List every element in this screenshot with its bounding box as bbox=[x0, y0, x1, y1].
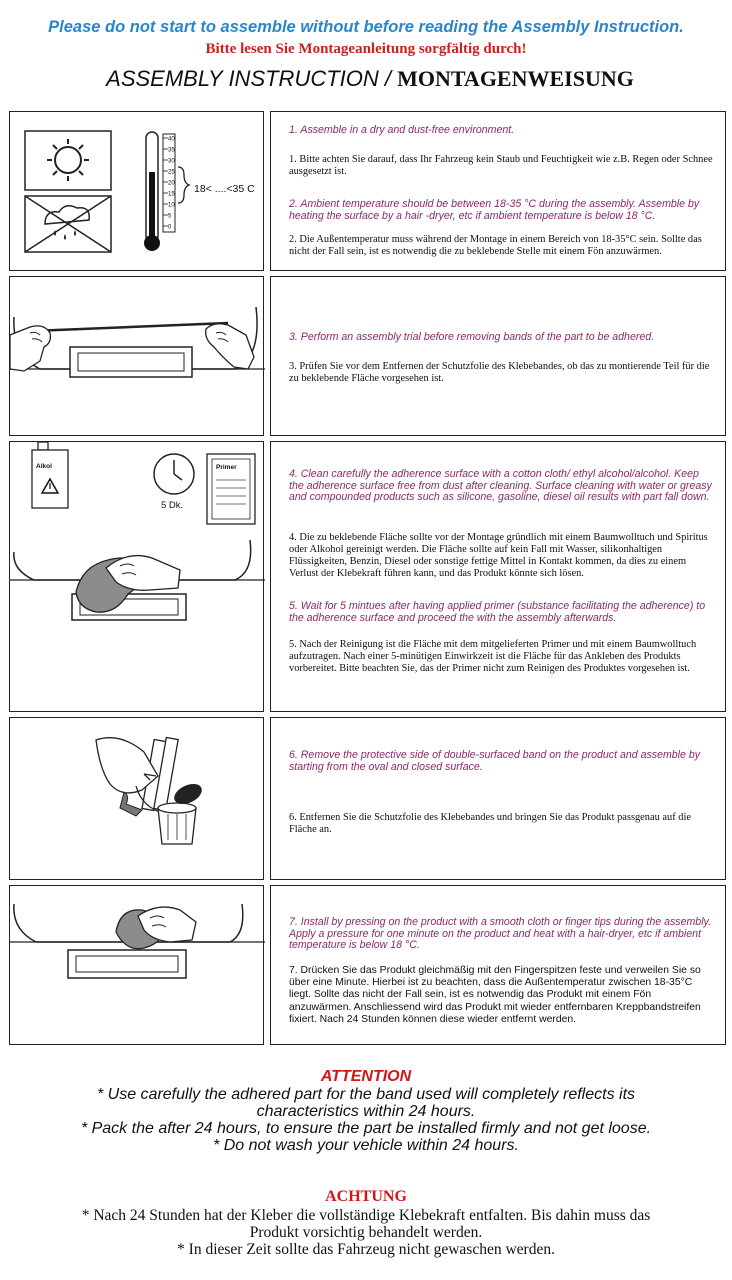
step-7-german: 7. Drücken Sie das Produkt gleichmäßig mit den Fingerspitzen feste und verweilen Sie so über eine Minute. Hierbei ist zu beachten, dass die Außentemperatur zwischen 18-35°C liegt. Sollte das nicht der Fall sein, ist es notwendig das Produkt mit einem Fön anzuwärmen. Anschliessend wird das Produkt mit wieder entfernbaren Kreppbandstreifen fixiert. Nach 24 Stunden können diese wieder entfernt werden. bbox=[289, 965, 701, 1025]
thermometer-tick-label: 0 bbox=[168, 224, 172, 231]
warning-german: Bitte lesen Sie Montageanleitung sorgfältig durch! bbox=[205, 41, 527, 57]
step-1-english: 1. Assemble in a dry and dust-free environment. bbox=[289, 124, 515, 136]
step-3-english: 3. Perform an assembly trial before removing bands of the part to be adhered. bbox=[289, 331, 655, 343]
step-panel-6 bbox=[270, 717, 726, 880]
primer-sheet-icon bbox=[207, 454, 255, 524]
step-6-english: 6. Remove the protective side of double-surfaced band on the product and assemble by starting from the oval and closed surface. bbox=[289, 749, 701, 773]
illustration-pressing bbox=[9, 885, 264, 1045]
illustration-environment bbox=[9, 111, 264, 271]
warning-english: Please do not start to assemble without before reading the Assembly Instruction. bbox=[48, 18, 684, 36]
achtung-title: ACHTUNG bbox=[325, 1188, 407, 1205]
step-1-german: 1. Bitte achten Sie darauf, dass Ihr Fahrzeug kein Staub und Feuchtigkeit wie z.B. Regen oder Schnee ausgesetzt ist. bbox=[289, 154, 713, 177]
illustration-remove-liner bbox=[9, 717, 264, 880]
thermometer-tick-label: 10 bbox=[168, 202, 175, 209]
temperature-range-label: 18< ....<35 C bbox=[194, 183, 255, 195]
thermometer-tick-label: 35 bbox=[168, 147, 175, 154]
thermometer-tick-label: 30 bbox=[168, 158, 175, 165]
step-5-german: 5. Nach der Reinigung ist die Fläche mit dem mitgelieferten Primer und mit einem Baumwolltuch aufzutragen. Nach einer 5-minütigen Einwirkzeit ist die Fläche für das Ankleben des Produkts vorbereitet. Bitte beachten Sie, das der Primer nicht zum Reinigen des Produktes vorgesehen ist. bbox=[289, 639, 697, 674]
achtung-line-2: Produkt vorsichtig behandelt werden. bbox=[249, 1224, 483, 1241]
attention-title: ATTENTION bbox=[320, 1068, 412, 1085]
step-panel-4-5 bbox=[270, 441, 726, 712]
step-3-german: 3. Prüfen Sie vor dem Entfernen der Schutzfolie des Klebebandes, ob das zu montierende Teil für die zu beklebende Fläche vorgesehen ist. bbox=[289, 361, 710, 384]
title-english: ASSEMBLY INSTRUCTION / bbox=[106, 66, 391, 91]
illustration-trial-fit bbox=[9, 276, 264, 436]
clock-icon bbox=[154, 454, 194, 494]
attention-line-4: * Do not wash your vehicle within 24 hours. bbox=[213, 1137, 519, 1154]
right-hand-icon bbox=[206, 324, 254, 369]
step-panel-7 bbox=[270, 885, 726, 1045]
step-panel-3 bbox=[270, 276, 726, 436]
step-6-german: 6. Entfernen Sie die Schutzfolie des Klebebandes und bringen Sie das Produkt passgenau auf die Fläche an. bbox=[289, 812, 691, 835]
achtung-line-1: * Nach 24 Stunden hat der Kleber die vollständige Klebekraft entfalten. Bis dahin muss das bbox=[81, 1207, 651, 1224]
step-7-english: 7. Install by pressing on the product with a smooth cloth or finger tips during the assembly. Apply a pressure for one minute on the product and heat with a hair-dryer, etc if ambient temperature is below 18 °C. bbox=[289, 916, 712, 951]
attention-line-2: characteristics within 24 hours. bbox=[256, 1103, 476, 1120]
thermometer-tick-label: 15 bbox=[168, 191, 175, 198]
illustration-cleaning bbox=[9, 441, 264, 712]
adhesive-band bbox=[32, 323, 228, 331]
attention-line-1: * Use carefully the adhered part for the band used will completely reflects its bbox=[96, 1086, 636, 1103]
step-4-english: 4. Clean carefully the adherence surface with a cotton cloth/ ethyl alcohol/alcohol. Keep the adherence surface free from dust after cleaning. Surface cleaning with water or greasy and compounded products such as silicone, gasoline, diesel oil results with part fall down. bbox=[289, 468, 712, 503]
thermometer-tick-label: 20 bbox=[168, 180, 175, 187]
wait-time-label: 5 Dk. bbox=[161, 500, 184, 511]
step-2-english: 2. Ambient temperature should be between 18-35 °C during the assembly. Assemble by heating the surface by a hair -dryer, etc if ambient temperature is below 18 °C. bbox=[289, 198, 700, 222]
range-brace bbox=[178, 167, 189, 203]
alcohol-label: Alkol bbox=[36, 463, 52, 470]
step-panel-1-2 bbox=[270, 111, 726, 271]
page-title bbox=[0, 66, 732, 92]
thermometer-tick-label: 40 bbox=[168, 136, 175, 143]
step-4-german: 4. Die zu beklebende Fläche sollte vor der Montage gründlich mit einem Baumwolltuch und Spiritus oder Alkohol gereinigt werden. Die Fläche sollte auf kein Fall mit Wasser, silikonhaltigen Flüssigkeiten, Benzin, Diesel oder sonstige fettige Mittel in Kontakt kommen, da dies zu einem Verlust der Klebekraft führen kann, und das Produkt könnte sich lösen. bbox=[289, 532, 708, 579]
primer-label: Primer bbox=[216, 464, 237, 471]
title-german: MONTAGENWEISUNG bbox=[397, 66, 634, 91]
thermometer-tick-label: 25 bbox=[168, 169, 175, 176]
left-hand-icon bbox=[10, 326, 50, 371]
thermometer-tick-label: 5 bbox=[168, 213, 172, 220]
alcohol-bottle-icon bbox=[32, 442, 68, 508]
step-5-english: 5. Wait for 5 mintues after having applied primer (substance facilitating the adherence) to the adherence surface and proceed the with the assembly afterwards. bbox=[289, 600, 706, 624]
achtung-line-3: * In dieser Zeit sollte das Fahrzeug nicht gewaschen werden. bbox=[177, 1241, 555, 1258]
attention-line-3: * Pack the after 24 hours, to ensure the part be installed firmly and not get loose. bbox=[80, 1120, 652, 1137]
step-2-german: 2. Die Außentemperatur muss während der Montage in einem Bereich von 18-35°C sein. Sollte das nicht der Fall sein, ist es notwendig die zu beklebende Stelle mit einem Fön anzuwärmen. bbox=[289, 234, 702, 257]
